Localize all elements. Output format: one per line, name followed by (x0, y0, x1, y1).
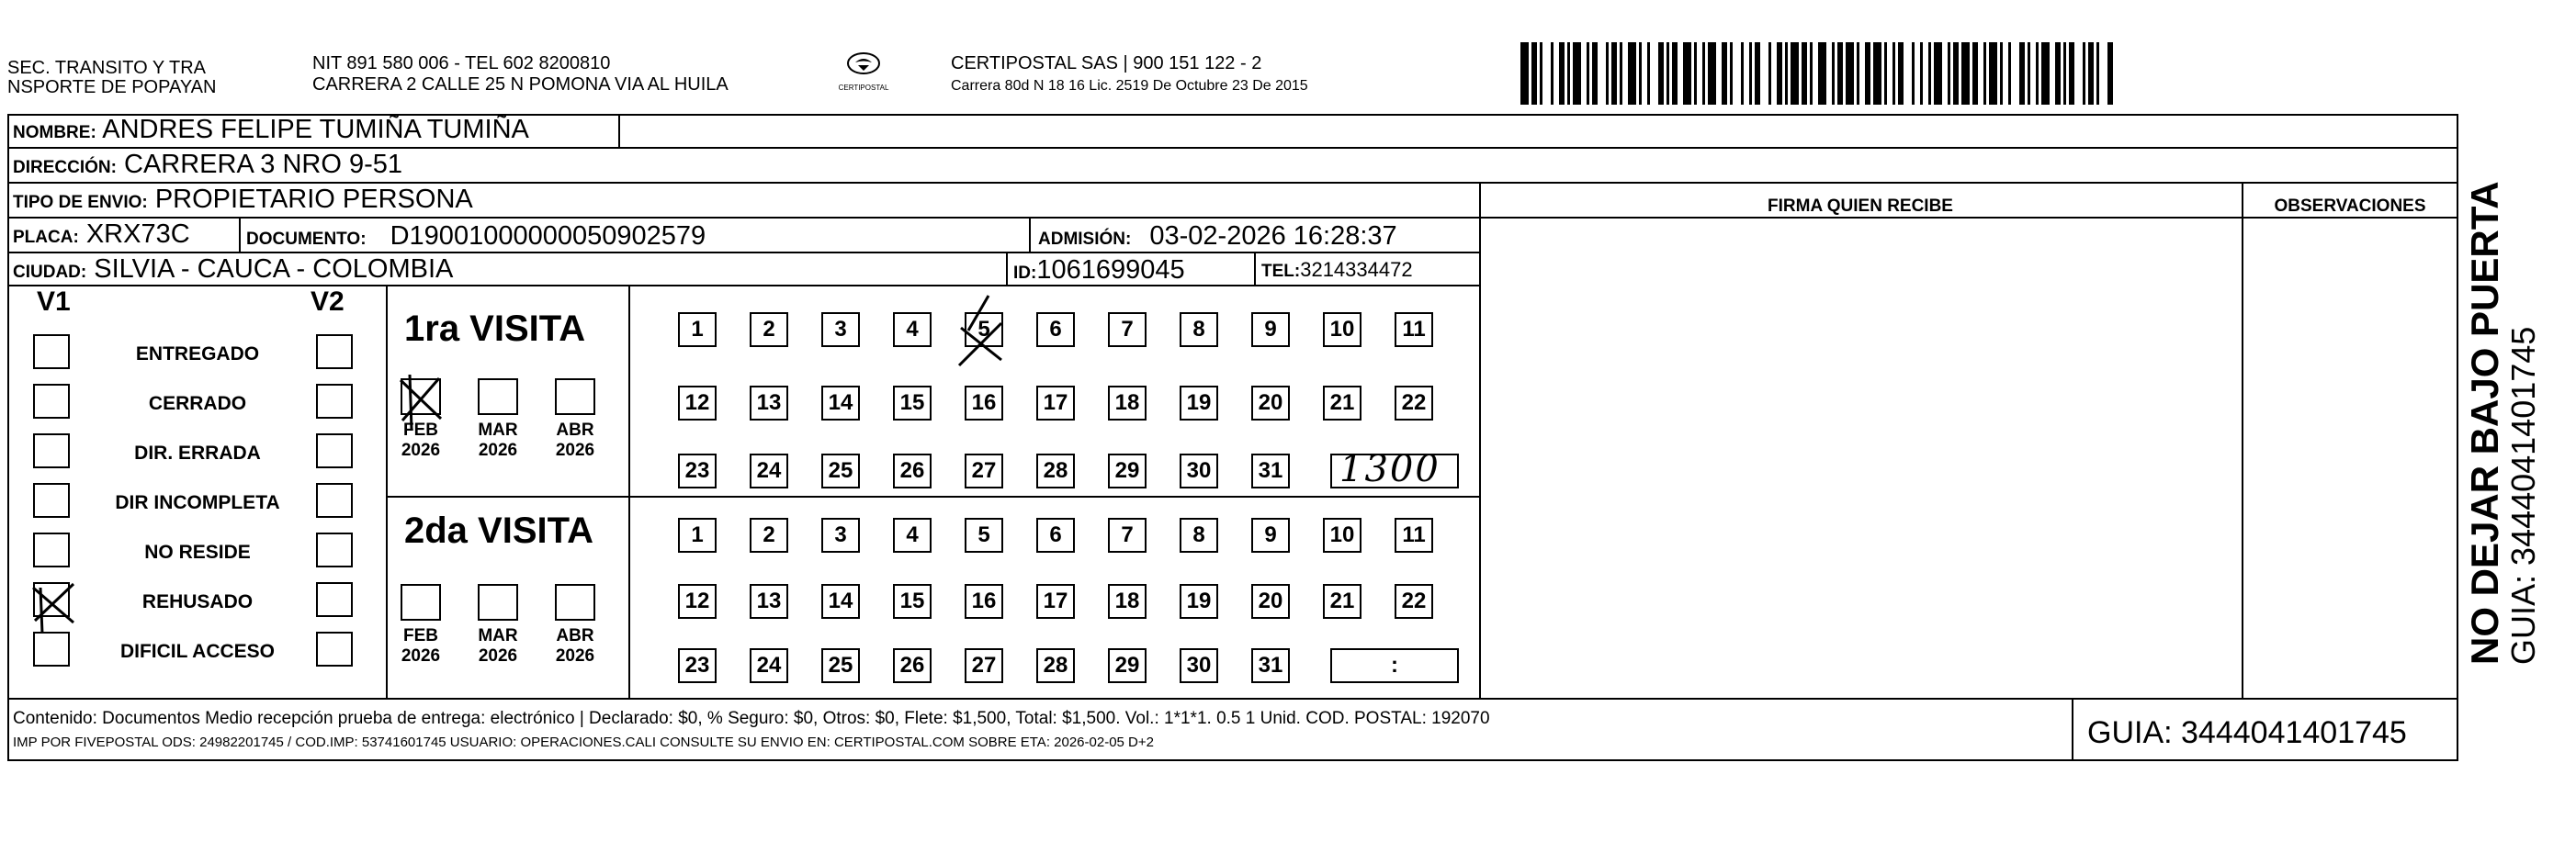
id-label: ID: (1013, 264, 1037, 283)
day-box[interactable]: 31 (1251, 648, 1290, 683)
day-box[interactable]: 27 (965, 454, 1003, 488)
day-box[interactable]: 1 (678, 312, 717, 347)
day-box[interactable]: 26 (893, 648, 932, 683)
observaciones-label: OBSERVACIONES (2274, 196, 2426, 216)
day-box[interactable]: 17 (1036, 584, 1075, 619)
v1-label: V1 (37, 286, 71, 317)
firma-label: FIRMA QUIEN RECIBE (1768, 196, 1953, 216)
documento-label: DOCUMENTO: (246, 230, 367, 249)
sender-line2: NSPORTE DE POPAYAN (7, 77, 217, 97)
company-line: CERTIPOSTAL SAS | 900 151 122 - 2 (951, 53, 1262, 73)
nombre-label: NOMBRE: (13, 123, 96, 142)
imp-line: IMP POR FIVEPOSTAL ODS: 24982201745 / COD.IMP: 53741601745 USUARIO: OPERACIONES.CALI CONSULTE SU ENVIO EN: CERTIPOSTAL.COM SOBRE ETA: 2026-02-05 D+2 (13, 735, 1154, 750)
status-label: ENTREGADO (135, 343, 260, 365)
day-box[interactable]: 4 (893, 518, 932, 553)
day-box[interactable]: 21 (1323, 584, 1361, 619)
day-box[interactable]: 24 (750, 648, 788, 683)
status-label: DIFICIL ACCESO (119, 641, 275, 662)
license-line: Carrera 80d N 18 16 Lic. 2519 De Octubre 23 De 2015 (951, 78, 1308, 94)
ciudad-value: SILVIA - CAUCA - COLOMBIA (94, 254, 454, 284)
day-box[interactable]: 15 (893, 584, 932, 619)
day-box[interactable]: 27 (965, 648, 1003, 683)
day-box[interactable]: 16 (965, 584, 1003, 619)
tipo-value: PROPIETARIO PERSONA (154, 185, 473, 214)
month-label: ABR 2026 (555, 421, 595, 460)
side-warning: NO DEJAR BAJO PUERTA (2463, 181, 2506, 665)
day-box[interactable]: 11 (1395, 312, 1433, 347)
day-box[interactable]: 6 (1036, 312, 1075, 347)
direccion-label: DIRECCIÓN: (13, 158, 117, 177)
day-box[interactable]: 1 (678, 518, 717, 553)
day-box[interactable]: 23 (678, 648, 717, 683)
day-box[interactable]: 25 (821, 454, 860, 488)
day-box[interactable]: 7 (1108, 518, 1147, 553)
day-box[interactable]: 20 (1251, 584, 1290, 619)
day-box[interactable]: 16 (965, 386, 1003, 421)
day-box[interactable]: 10 (1323, 312, 1361, 347)
direccion-value: CARRERA 3 NRO 9-51 (124, 150, 403, 179)
second-visit-title: 2da VISITA (404, 511, 593, 551)
day-box[interactable]: 29 (1108, 454, 1147, 488)
tel-label: TEL: (1261, 262, 1301, 281)
day-box[interactable]: 5 (965, 518, 1003, 553)
day-box[interactable]: 18 (1108, 584, 1147, 619)
day-box[interactable]: 14 (821, 386, 860, 421)
day-box[interactable]: 31 (1251, 454, 1290, 488)
day-box[interactable]: 17 (1036, 386, 1075, 421)
day-box[interactable]: 8 (1180, 312, 1218, 347)
day-box[interactable]: 11 (1395, 518, 1433, 553)
side-text (2464, 181, 2541, 665)
sender-line1: SEC. TRANSITO Y TRA (7, 58, 206, 78)
day-box[interactable]: 28 (1036, 454, 1075, 488)
day-box[interactable]: 15 (893, 386, 932, 421)
month-label: FEB 2026 (401, 626, 441, 666)
month-label: MAR 2026 (478, 626, 518, 666)
day-box[interactable]: 6 (1036, 518, 1075, 553)
tipo-label: TIPO DE ENVIO: (13, 193, 148, 212)
day-box[interactable]: 22 (1395, 386, 1433, 421)
day-box[interactable]: 2 (750, 312, 788, 347)
day-box[interactable]: 24 (750, 454, 788, 488)
contents-line: Contenido: Documentos Medio recepción prueba de entrega: electrónico | Declarado: $0, % Seguro: $0, Otros: $0, Flete: $1,500, Total: $1,500. Vol.: 1*1*1. 0.5 1 Unid. COD. POSTAL: 192070 (13, 709, 1490, 728)
day-box[interactable]: 13 (750, 386, 788, 421)
day-box[interactable]: 12 (678, 386, 717, 421)
day-box[interactable]: 18 (1108, 386, 1147, 421)
day-box[interactable]: 25 (821, 648, 860, 683)
documento-value: D19001000000050902579 (390, 221, 706, 251)
day-box[interactable]: 30 (1180, 648, 1218, 683)
handwritten-time: 1300 (1339, 448, 1441, 490)
day-box[interactable]: 10 (1323, 518, 1361, 553)
day-box[interactable]: 26 (893, 454, 932, 488)
month-label: MAR 2026 (478, 421, 518, 460)
status-label: DIR INCOMPLETA (115, 492, 280, 513)
day-box[interactable]: 20 (1251, 386, 1290, 421)
admision-label: ADMISIÓN: (1038, 230, 1132, 249)
placa-label: PLACA: (13, 228, 79, 247)
day-box[interactable]: 22 (1395, 584, 1433, 619)
day-box[interactable]: 23 (678, 454, 717, 488)
day-box[interactable]: 30 (1180, 454, 1218, 488)
day-box[interactable]: 12 (678, 584, 717, 619)
divider (2072, 698, 2073, 761)
day-box[interactable]: 14 (821, 584, 860, 619)
status-label: NO RESIDE (144, 542, 251, 563)
day-box[interactable]: 9 (1251, 312, 1290, 347)
day-box[interactable]: 19 (1180, 386, 1218, 421)
placa-value: XRX73C (85, 219, 190, 249)
guia-box: GUIA: 3444041401745 (2087, 715, 2407, 750)
logo-text: CERTIPOSTAL (838, 84, 889, 92)
day-box[interactable]: 29 (1108, 648, 1147, 683)
footer-line (7, 698, 2458, 700)
admision-value: 03-02-2026 16:28:37 (1149, 221, 1397, 251)
status-label: CERRADO (148, 393, 247, 414)
day-box[interactable]: 7 (1108, 312, 1147, 347)
v2-label: V2 (311, 286, 345, 317)
day-box[interactable]: 9 (1251, 518, 1290, 553)
nombre-value: ANDRES FELIPE TUMIÑA TUMIÑA (102, 115, 529, 144)
address-line: CARRERA 2 CALLE 25 N POMONA VIA AL HUILA (312, 74, 729, 95)
id-value: 1061699045 (1036, 255, 1185, 285)
month-label: FEB 2026 (401, 421, 441, 460)
status-label: DIR. ERRADA (134, 443, 261, 464)
ciudad-label: CIUDAD: (13, 263, 87, 282)
tel-value: 3214334472 (1300, 258, 1413, 281)
day-box[interactable]: 8 (1180, 518, 1218, 553)
nit-line: NIT 891 580 006 - TEL 602 8200810 (312, 53, 611, 73)
day-box[interactable]: 2 (750, 518, 788, 553)
day-box[interactable]: 28 (1036, 648, 1075, 683)
status-label: REHUSADO (141, 591, 254, 612)
first-visit-title: 1ra VISITA (404, 309, 586, 349)
day-box[interactable]: 13 (750, 584, 788, 619)
day-box[interactable]: 4 (893, 312, 932, 347)
day-box[interactable]: 21 (1323, 386, 1361, 421)
side-guia: GUIA: 3444041401745 (2504, 326, 2542, 665)
day-box[interactable]: 5 (965, 312, 1003, 347)
day-box[interactable]: 19 (1180, 584, 1218, 619)
time-box[interactable]: : (1330, 648, 1459, 683)
day-box[interactable]: 3 (821, 518, 860, 553)
month-label: ABR 2026 (555, 626, 595, 666)
day-box[interactable]: 3 (821, 312, 860, 347)
